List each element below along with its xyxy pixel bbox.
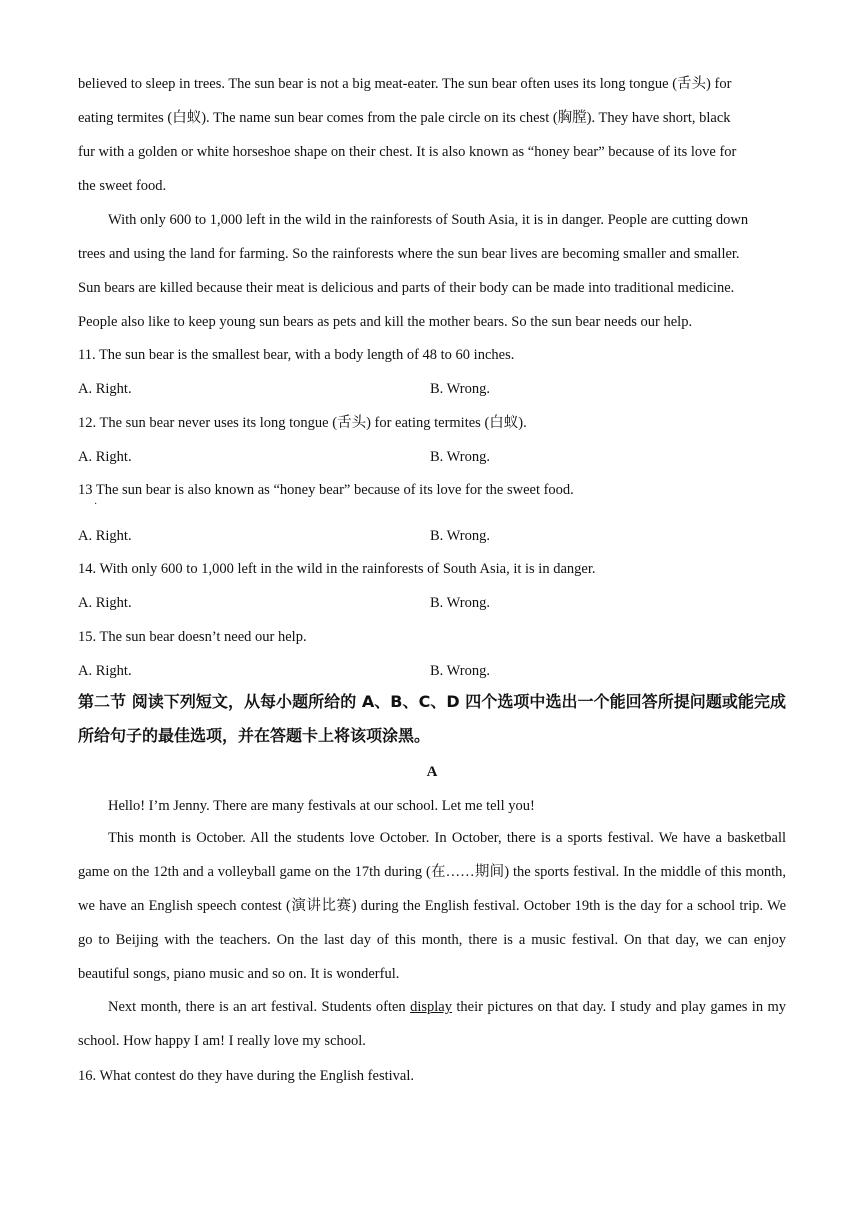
option-b[interactable]: B. Wrong. [430,663,490,679]
passage-paragraph: This month is October. All the students love October. In October, there is a sports festival. We have a basketball game on the 12th and a volleyball game on the 17th during (在……期间) the sports festival. In the middle of this month, we have an English speech contest (演讲比赛) during the English festival. October 19th is the day for a school trip. We go to Beijing with the teachers. On the last day of this month, there is a music festival. On that day, we can enjoy beautiful songs, piano music and so on. It is wonderful. [78,830,786,982]
section-heading: 第二节 阅读下列短文，从每小题所给的 A、B、C、D 四个选项中选出一个能回答所提问题或能完成所给句子的最佳选项，并在答题卡上将该项涂黑。 [78,692,786,745]
question-16: 16. What contest do they have during the English festival. [78,1068,414,1084]
option-b[interactable]: B. Wrong. [430,528,490,544]
option-a[interactable]: A. Right. [78,528,132,544]
passage-line: the sweet food. [78,178,167,194]
paragraph-text: Next month, there is an art festival. Students often [108,999,411,1015]
question-15: 15. The sun bear doesn’t need our help. [78,629,307,645]
passage-line: believed to sleep in trees. The sun bear is not a big meat-eater. The sun bear often uses its long tongue (舌头) for [78,76,732,92]
question-14: 14. With only 600 to 1,000 left in the wild in the rainforests of South Asia, it is in danger. [78,561,596,577]
passage-label: A [426,764,438,780]
option-a[interactable]: A. Right. [78,595,132,611]
option-b[interactable]: B. Wrong. [430,595,490,611]
option-a[interactable]: A. Right. [78,663,132,679]
passage-line: With only 600 to 1,000 left in the wild in the rainforests of South Asia, it is in danger. People are cutting down [108,212,749,228]
question-11: 11. The sun bear is the smallest bear, with a body length of 48 to 60 inches. [78,347,515,363]
option-b[interactable]: B. Wrong. [430,449,490,465]
passage-paragraph [78,990,786,1058]
question-12: 12. The sun bear never uses its long tongue (舌头) for eating termites (白蚁). [78,415,527,431]
underlined-word: display [410,999,452,1015]
option-a[interactable]: A. Right. [78,381,132,397]
passage-line: People also like to keep young sun bears as pets and kill the mother bears. So the sun bear needs our help. [78,314,693,330]
passage-line: fur with a golden or white horseshoe shape on their chest. It is also known as “honey bear” because of its love for [78,144,737,160]
option-b[interactable]: B. Wrong. [430,381,490,397]
question-13: 13 The sun bear is also known as “honey bear” because of its love for the sweet food. [78,482,574,498]
passage-line: Sun bears are killed because their meat is delicious and parts of their body can be made into traditional medicine. [78,280,735,296]
passage-line: eating termites (白蚁). The name sun bear comes from the pale circle on its chest (胸膛). They have short, black [78,110,731,126]
passage-line: trees and using the land for farming. So the rainforests where the sun bear lives are becoming smaller and smaller. [78,246,740,262]
paragraph-text: their pictures on that day. I study and play games in my school. How happy I am! I really love my school. [78,999,786,1049]
passage-paragraph: Hello! I’m Jenny. There are many festivals at our school. Let me tell you! [108,798,535,814]
option-a[interactable]: A. Right. [78,449,132,465]
stray-dot-mark: · [94,499,98,510]
